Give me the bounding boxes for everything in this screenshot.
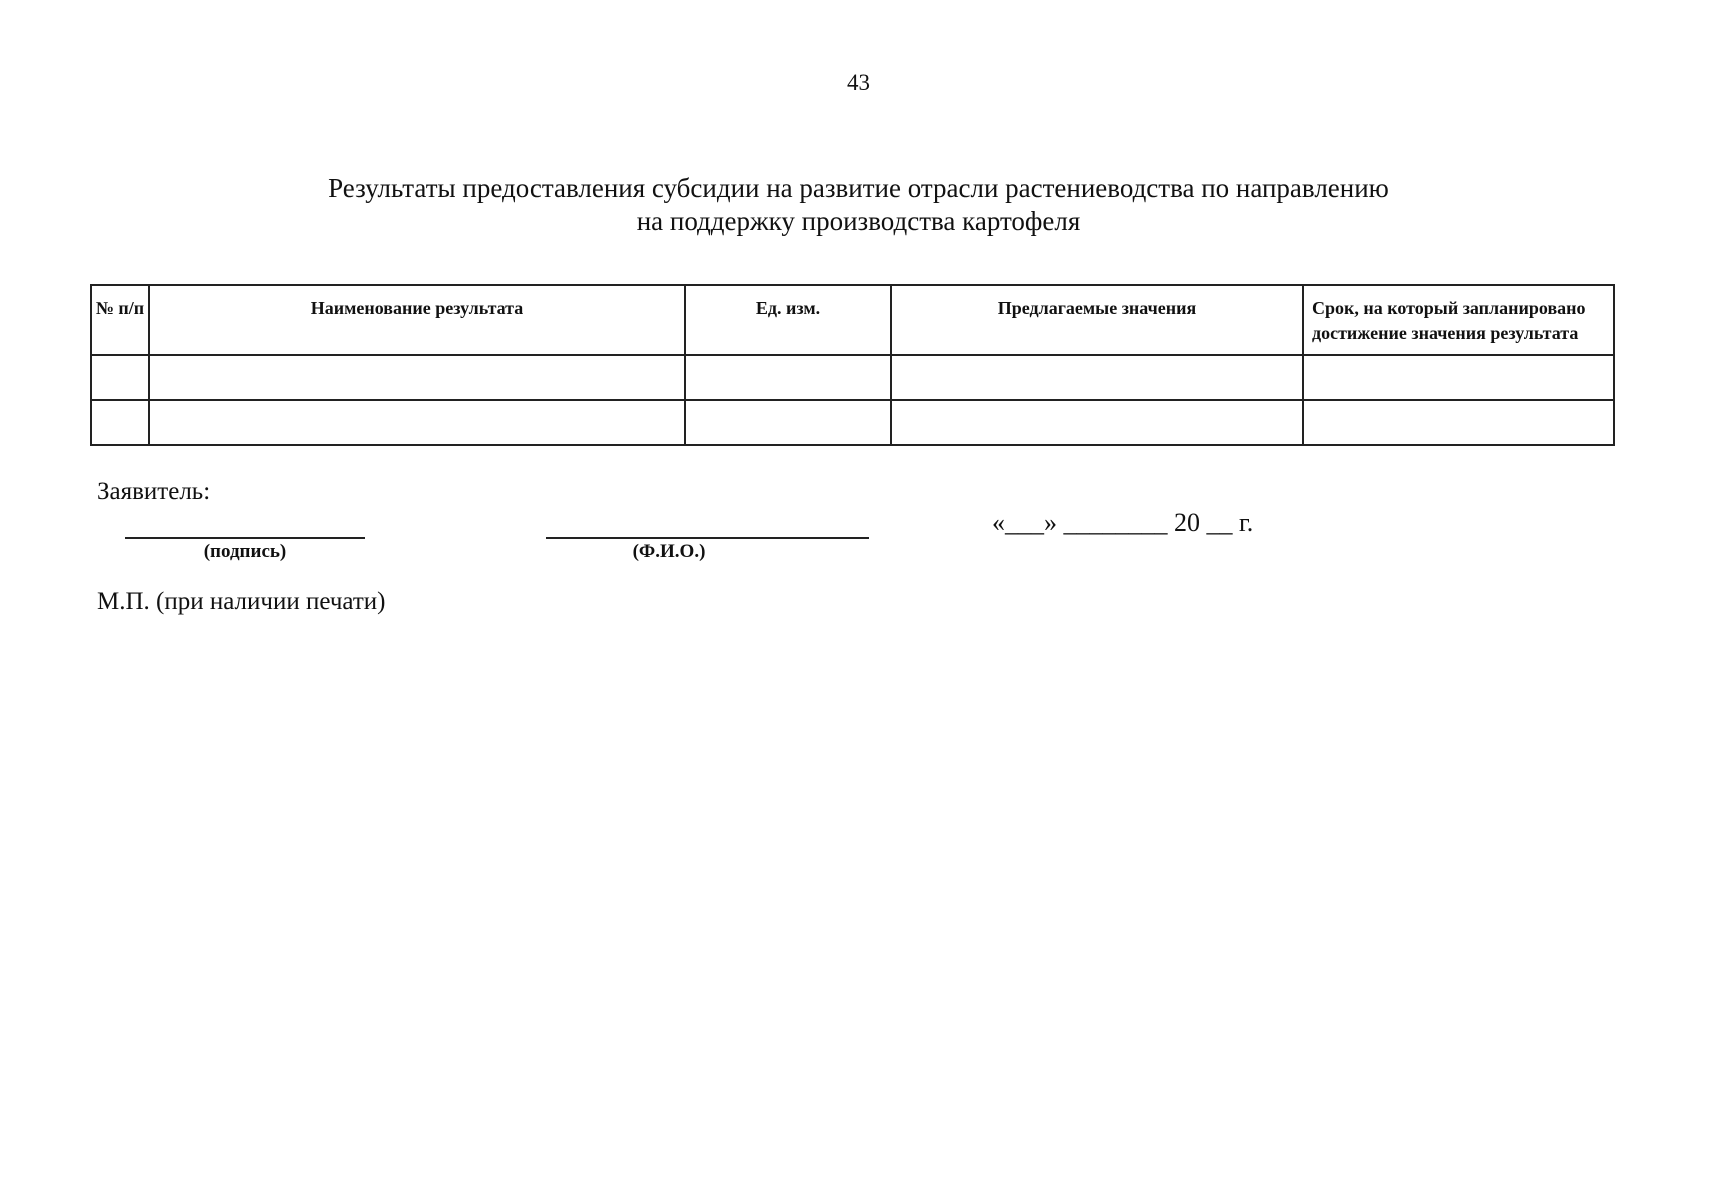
header-unit: Ед. изм.: [685, 285, 891, 355]
date-field[interactable]: «___» ________ 20 __ г.: [992, 508, 1254, 537]
header-result-name: Наименование результата: [149, 285, 685, 355]
table-row: [91, 355, 1614, 400]
table-cell[interactable]: [91, 400, 149, 445]
full-name-caption: (Ф.И.О.): [632, 541, 706, 562]
applicant-label: Заявитель:: [97, 478, 211, 505]
document-title-line-2: на поддержку производства картофеля: [636, 206, 1081, 236]
signature-caption: (подпись): [203, 541, 287, 562]
table-cell[interactable]: [891, 355, 1303, 400]
signature-line[interactable]: [125, 537, 365, 539]
table-cell[interactable]: [685, 355, 891, 400]
table-cell[interactable]: [91, 355, 149, 400]
table-cell[interactable]: [149, 400, 685, 445]
document-title-line-1: Результаты предоставления субсидии на развитие отрасли растениеводства по направлению: [328, 173, 1389, 203]
document-title: [160, 172, 1557, 238]
table-cell[interactable]: [1303, 400, 1614, 445]
stamp-note: М.П. (при наличии печати): [97, 588, 386, 615]
table-cell[interactable]: [1303, 355, 1614, 400]
table-row: [91, 400, 1614, 445]
header-proposed-values: Предлагаемые значения: [891, 285, 1303, 355]
table-cell[interactable]: [891, 400, 1303, 445]
table-cell[interactable]: [685, 400, 891, 445]
table-cell[interactable]: [149, 355, 685, 400]
header-number: № п/п: [91, 285, 149, 355]
table-header-row: [91, 285, 1614, 355]
results-table: [90, 284, 1615, 446]
header-deadline: Срок, на который запланировано достижение значения результата: [1303, 285, 1614, 355]
page-number: 43: [847, 70, 870, 95]
full-name-line[interactable]: [546, 537, 869, 539]
